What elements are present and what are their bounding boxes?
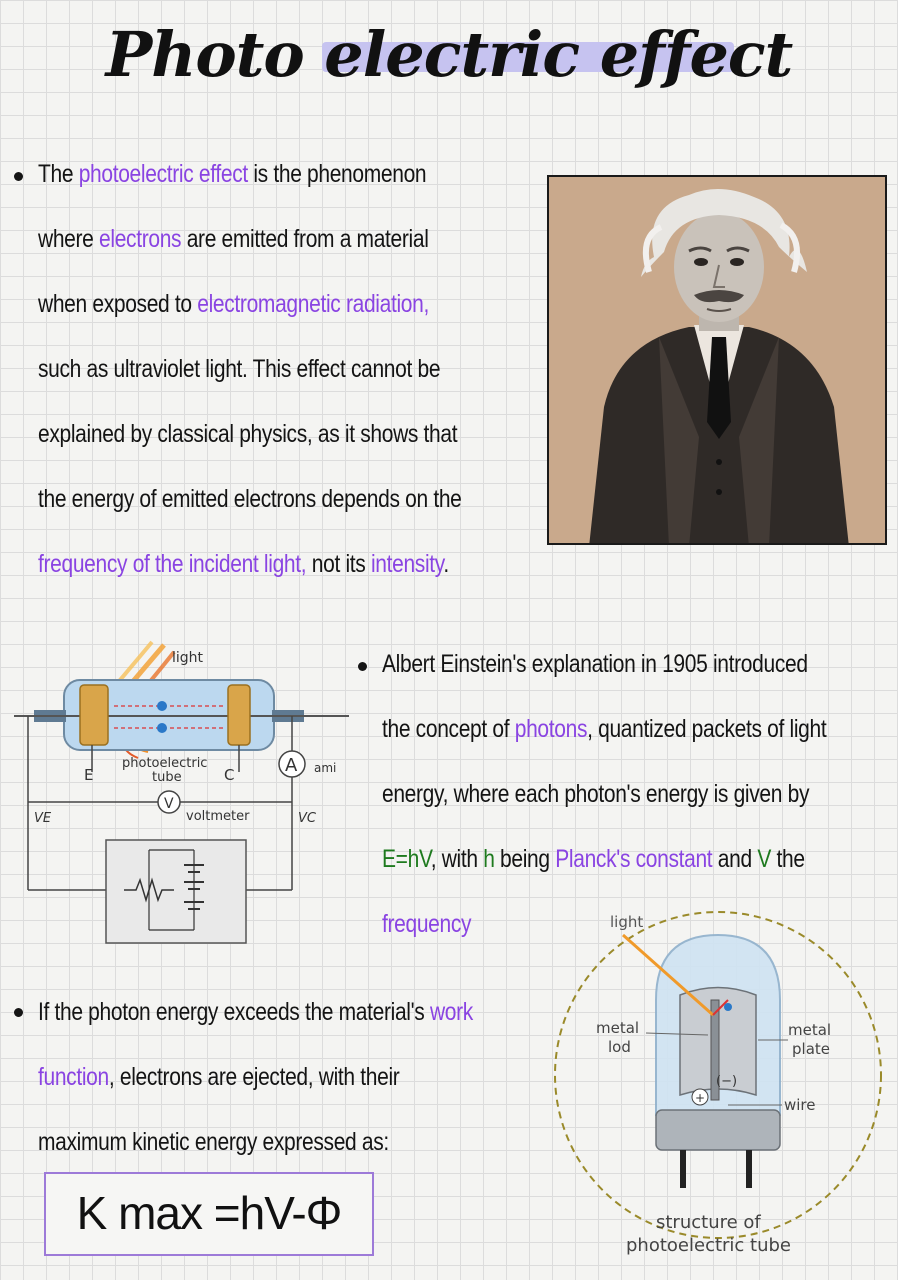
- label-wire: wire: [784, 1096, 816, 1114]
- label-metal-lod-2: lod: [608, 1038, 631, 1056]
- plus-sign: +: [695, 1091, 706, 1105]
- para1-line4: such as ultraviolet light. This effect cannot be: [38, 355, 441, 383]
- collector-plate: [228, 685, 250, 745]
- ammeter-symbol: A: [285, 755, 298, 776]
- para1-line6: the energy of emitted electrons depends on the: [38, 485, 462, 513]
- electron: [724, 1003, 732, 1011]
- tube-structure-diagram: [548, 905, 892, 1270]
- para2-line4: E=hV, with h being Planck's constant and V the: [382, 845, 805, 873]
- para1-line5: explained by classical physics, as it shows that: [38, 420, 458, 448]
- label-vc: VC: [298, 811, 316, 826]
- einstein-portrait: [547, 175, 887, 545]
- voltmeter-symbol: V: [164, 796, 174, 812]
- para2-line5: frequency: [382, 910, 472, 938]
- para1-line3: when exposed to electromagnetic radiation,: [38, 290, 429, 318]
- para3-line3: maximum kinetic energy expressed as:: [38, 1128, 389, 1156]
- power-supply-box: [106, 840, 246, 943]
- bullet-2: [358, 662, 367, 671]
- label-metal-lod-1: metal: [596, 1019, 640, 1037]
- para1-line2: where electrons are emitted from a material: [38, 225, 429, 253]
- kmax-formula: K max =hV-Φ: [76, 1187, 342, 1239]
- para3-line1: If the photon energy exceeds the material's work: [38, 998, 473, 1026]
- label-ammeter: ami: [314, 761, 337, 775]
- para1-line7: frequency of the incident light, not its intensity.: [38, 550, 449, 578]
- label-tube-1: photoelectric: [122, 756, 208, 771]
- label-voltmeter: voltmeter: [186, 809, 250, 824]
- page-title: Photo electric effect: [105, 18, 793, 91]
- para1-line1: The photoelectric effect is the phenomenon: [38, 160, 427, 188]
- label-tube-2: tube: [152, 770, 182, 785]
- emitter-plate: [80, 685, 108, 745]
- label-ve: VE: [34, 811, 52, 826]
- label-light: light: [172, 650, 204, 666]
- formula-box: [44, 1172, 374, 1256]
- paragraph-photoelectric-definition: [38, 142, 462, 597]
- label-e: E: [84, 766, 94, 784]
- label-metal-plate-1: metal: [788, 1021, 832, 1039]
- bullet-3: [14, 1008, 23, 1017]
- label-c: C: [224, 766, 235, 784]
- electron-1: [157, 701, 167, 711]
- caption-line-2: photoelectric tube: [626, 1235, 792, 1256]
- paragraph-work-function: [38, 980, 473, 1175]
- tube-base: [656, 1110, 780, 1150]
- bullet-1: [14, 172, 23, 181]
- title-block: [0, 0, 898, 120]
- portrait-illustration: [549, 177, 887, 545]
- para2-line2: the concept of photons, quantized packets of light: [382, 715, 827, 743]
- tube-label-light: light: [610, 913, 644, 931]
- minus-sign: (−): [716, 1074, 738, 1089]
- label-metal-plate-2: plate: [792, 1040, 830, 1058]
- circuit-diagram: [14, 640, 349, 950]
- para2-line3: energy, where each photon's energy is given by: [382, 780, 810, 808]
- electron-2: [157, 723, 167, 733]
- para3-line2: function, electrons are ejected, with their: [38, 1063, 400, 1091]
- para2-line1: Albert Einstein's explanation in 1905 introduced: [382, 650, 808, 678]
- caption-line-1: structure of: [656, 1212, 761, 1233]
